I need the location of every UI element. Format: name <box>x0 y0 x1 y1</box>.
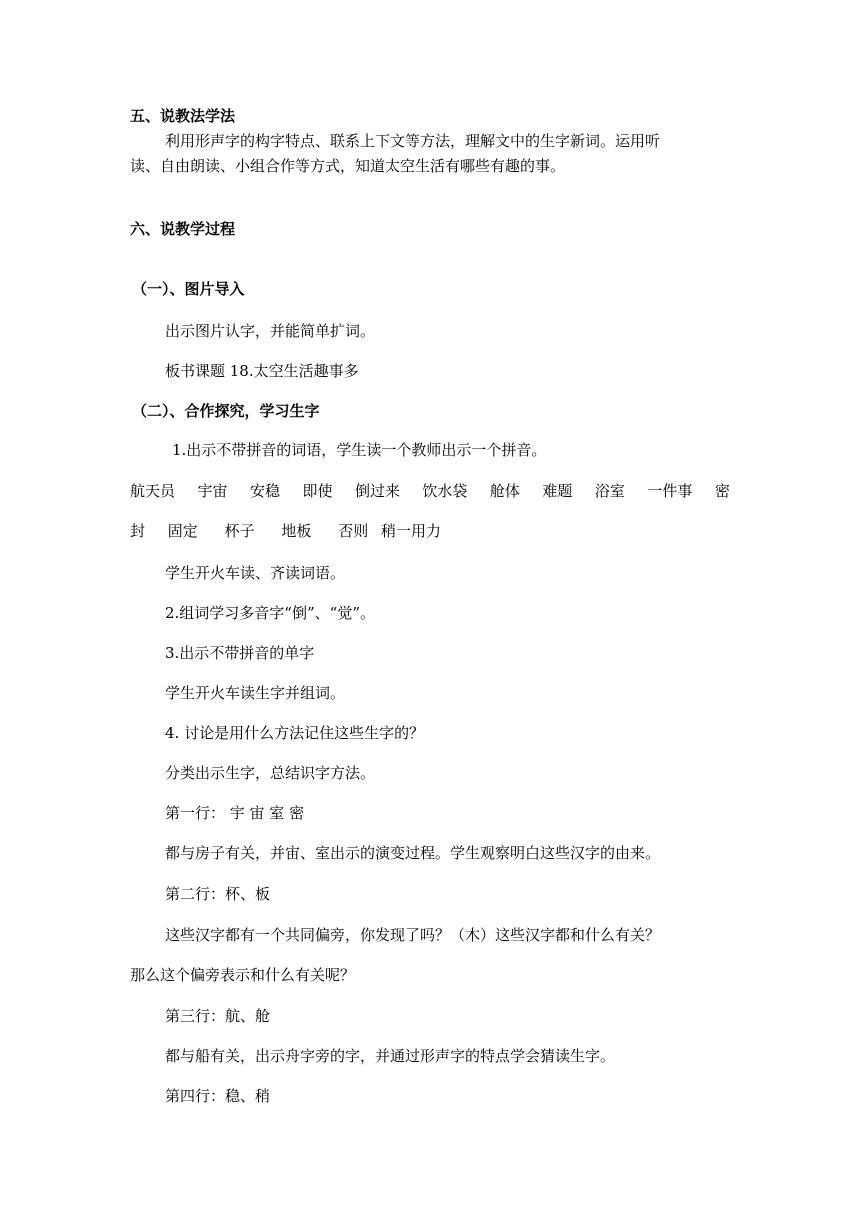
vocabulary-row-2 <box>130 521 441 541</box>
vocab-word: 浴室 <box>594 482 625 500</box>
subsection-heading-2: （二）、合作探究，学习生字 <box>132 402 320 420</box>
text-line: 都与船有关，出示舟字旁的字，并通过形声字的特点学会猜读生字。 <box>165 1047 616 1065</box>
vocabulary-row-1 <box>130 481 730 501</box>
vocab-word: 饮水袋 <box>422 482 468 500</box>
vocab-word: 固定 <box>167 522 198 540</box>
vocab-word: 倒过来 <box>354 482 400 500</box>
paragraph-line: 利用形声字的构字特点、联系上下文等方法，理解文中的生字新词。运用听 <box>165 132 661 150</box>
vocab-word: 封 <box>130 522 146 540</box>
board-title-line: 板书课题 18.太空生活趣事多 <box>165 362 359 380</box>
vocab-word: 安稳 <box>249 482 280 500</box>
vocab-word: 地板 <box>281 522 312 540</box>
vocab-word: 密 <box>714 482 730 500</box>
vocab-word: 即使 <box>302 482 333 500</box>
text-line: 学生开火车读生字并组词。 <box>165 684 346 702</box>
text-line: 第一行： 宇 宙 室 密 <box>165 804 305 822</box>
section-heading-5: 五、说教法学法 <box>130 107 236 125</box>
text-line: 出示图片认字，并能简单扩词。 <box>165 322 376 340</box>
subsection-heading-1: （一）、图片导入 <box>132 280 245 298</box>
paragraph-line: 读、自由朗读、小组合作等方式，知道太空生活有哪些有趣的事。 <box>130 157 566 175</box>
section-heading-6: 六、说教学过程 <box>130 220 236 238</box>
text-line: 第三行：航、舱 <box>165 1007 271 1025</box>
text-line: 第四行：稳、稍 <box>165 1087 271 1105</box>
vocab-word: 杯子 <box>224 522 255 540</box>
vocab-word: 否则 <box>338 522 369 540</box>
vocab-word: 一件事 <box>647 482 693 500</box>
text-line: 4. 讨论是用什么方法记住这些生字的？ <box>165 724 425 742</box>
vocab-word: 难题 <box>542 482 573 500</box>
vocab-word: 宇宙 <box>197 482 228 500</box>
text-line: 1.出示不带拼音的词语，学生读一个教师出示一个拼音。 <box>172 441 547 459</box>
text-line: 第二行：杯、板 <box>165 885 271 903</box>
text-line: 都与房子有关，并宙、室出示的演变过程。学生观察明白这些汉字的由来。 <box>165 844 661 862</box>
vocab-word: 航天员 <box>130 482 176 500</box>
text-line: 分类出示生字，总结识字方法。 <box>165 764 376 782</box>
text-line: 3.出示不带拼音的单字 <box>165 644 315 662</box>
text-line: 2.组词学习多音字“倒”、“觉”。 <box>165 604 375 622</box>
vocab-word: 舱体 <box>489 482 520 500</box>
text-line: 这些汉字都有一个共同偏旁，你发现了吗？（木）这些汉字都和什么有关？ <box>165 926 661 944</box>
vocab-word: 稍一用力 <box>380 522 441 540</box>
text-line: 学生开火车读、齐读词语。 <box>165 564 346 582</box>
text-line: 那么这个偏旁表示和什么有关呢？ <box>130 966 356 984</box>
